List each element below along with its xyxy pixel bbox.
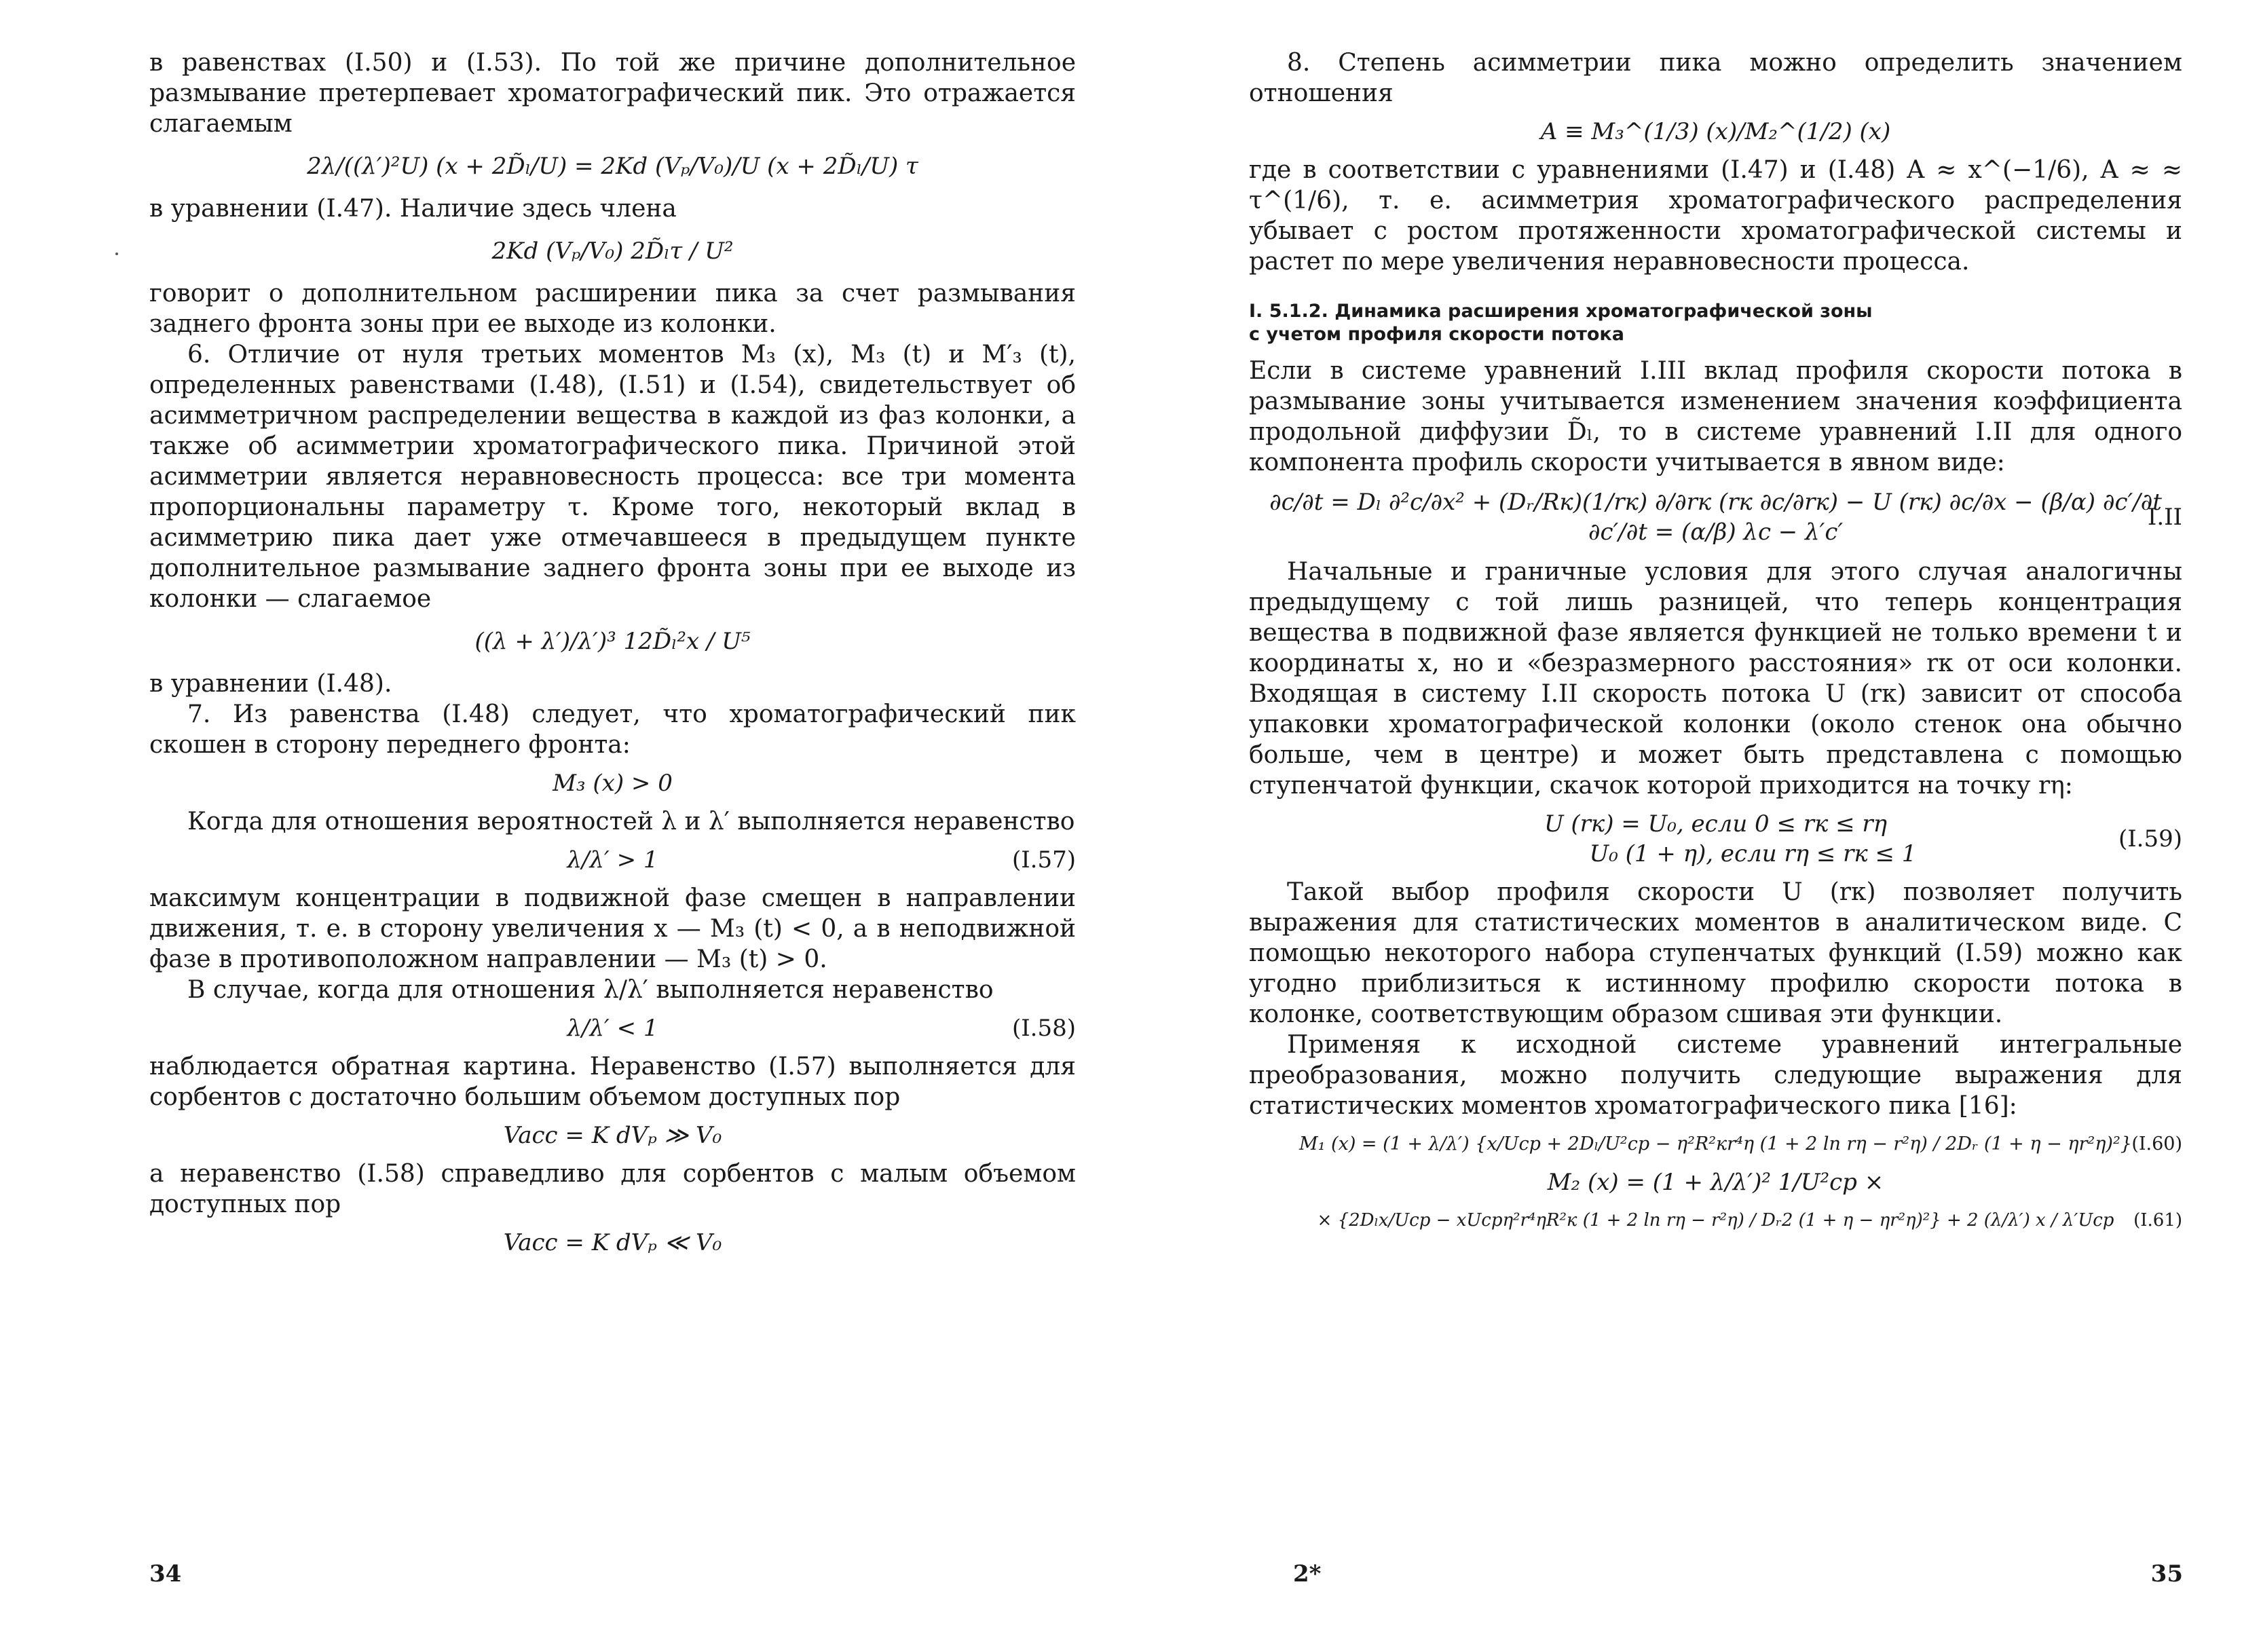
equation-number: (I.60)	[2131, 1133, 2182, 1154]
equation: M₂ (x) = (1 + λ/λ′)² 1/U²ср ×	[1547, 1169, 1884, 1196]
section-heading-line: I. 5.1.2. Динамика расширения хроматографической зоны	[1249, 301, 1873, 322]
paragraph: Если в системе уравнений I.III вклад профиля скорости потока в размывание зоны учитывается изменением значения коэффициента продольной диффузии D̃ₗ, то в системе уравнений I.II для одного компонента профиль скорости учитывается в явном виде:	[1249, 357, 2182, 476]
equation-numbered	[149, 1013, 1076, 1043]
equation-numbered	[1249, 1205, 2182, 1235]
paragraph: в уравнении (I.48).	[149, 670, 392, 698]
equation: 2λ/((λ′)²U) (x + 2D̃ₗ/U) = 2Kd (Vₚ/V₀)/U (x + 2D̃ₗ/U) τ	[307, 153, 918, 180]
equation-body: U₀ (1 + η), если rη ≤ rк ≤ 1	[1589, 840, 1917, 867]
paragraph: Такой выбор профиля скорости U (rк) позволяет получить выражения для статистических моментов в аналитическом виде. С помощью некоторого набора ступенчатых функций (I.59) можно как угодно приблизиться к истинному профилю скорости потока в колонке, соответствующим образом сшивая эти функции.	[1249, 878, 2182, 1028]
equation-piecewise	[1249, 809, 2182, 869]
equation-numbered	[149, 845, 1076, 875]
left-page	[0, 0, 1130, 1652]
equation-body: λ/λ′ < 1	[567, 1015, 658, 1042]
section-heading	[1249, 300, 2182, 346]
equation-number: (I.57)	[1011, 846, 1076, 874]
paragraph: 8. Степень асимметрии пика можно определить значением отношения	[1249, 49, 2182, 107]
equation-number: (I.58)	[1011, 1015, 1076, 1042]
paragraph: В случае, когда для отношения λ/λ′ выполняется неравенство	[187, 976, 994, 1004]
paragraph: в уравнении (I.47). Наличие здесь члена	[149, 195, 677, 223]
equation-system	[1249, 487, 2182, 547]
equation-body: ∂c/∂t = Dₗ ∂²c/∂x² + (Dᵣ/Rк)(1/rк) ∂/∂rк (rк ∂c/∂rк) − U (rк) ∂c/∂x − (β/α) ∂c′/∂t	[1269, 489, 2162, 516]
signature-mark: 2*	[1293, 1560, 1322, 1588]
paragraph: Когда для отношения вероятностей λ и λ′ выполняется неравенство	[187, 808, 1075, 836]
paragraph: говорит о дополнительном расширении пика за счет размывания заднего фронта зоны при ее выходе из колонки.	[149, 280, 1076, 338]
equation-number: I.II	[2147, 504, 2182, 531]
equation: Vacc = K dVₚ ≪ V₀	[503, 1229, 722, 1256]
page-number: 35	[2150, 1560, 2183, 1588]
equation-number: (I.59)	[2118, 825, 2182, 852]
section-heading-line: с учетом профиля скорости потока	[1249, 324, 1624, 345]
paragraph: наблюдается обратная картина. Неравенство (I.57) выполняется для сорбентов с достаточно большим объемом доступных пор	[149, 1053, 1076, 1111]
right-text-column	[1249, 48, 2182, 1243]
paragraph: в равенствах (I.50) и (I.53). По той же причине дополнительное размывание претерпевает хроматографический пик. Это отражается слагаемым	[149, 49, 1076, 138]
paragraph: 7. Из равенства (I.48) следует, что хроматографический пик скошен в сторону переднего фронта:	[149, 700, 1076, 759]
equation: M₃ (x) > 0	[553, 770, 673, 797]
left-text-column	[149, 48, 1076, 1266]
equation-body: M₁ (x) = (1 + λ/λ′) {x/Uср + 2Dₗ/U²ср − η²R²кr⁴η (1 + 2 ln rη − r²η) / 2Dᵣ (1 + η − ηr²η)²}	[1299, 1133, 2132, 1154]
paragraph: Применяя к исходной системе уравнений интегральные преобразования, можно получить следующие выражения для статистических моментов хроматографического пика [16]:	[1249, 1031, 2182, 1120]
equation-numbered	[1249, 1129, 2182, 1159]
print-speck	[115, 252, 118, 255]
paragraph: а неравенство (I.58) справедливо для сорбентов с малым объемом доступных пор	[149, 1160, 1076, 1218]
equation: 2Kd (Vₚ/V₀) 2D̃ₗτ / U²	[491, 238, 734, 265]
paragraph: максимум концентрации в подвижной фазе смещен в направлении движения, т. е. в сторону увеличения x — M₃ (t) < 0, а в неподвижной фазе в противоположном направлении — M₃ (t) > 0.	[149, 884, 1076, 973]
paragraph: Начальные и граничные условия для этого случая аналогичны предыдущему с той лишь разницей, что теперь концентрация вещества в подвижной фазе является функцией не только времени t и координаты x, но и «безразмерного расстояния» rк от оси колонки. Входящая в систему I.II скорость потока U (rк) зависит от способа упаковки хроматографической колонки (около стенок она обычно больше, чем в центре) и может быть представлена с помощью ступенчатой функции, скачок которой приходится на точку rη:	[1249, 558, 2182, 800]
equation: ((λ + λ′)/λ′)³ 12D̃ₗ²x / U⁵	[474, 628, 751, 655]
equation-number: (I.61)	[2133, 1210, 2182, 1231]
paragraph: 6. Отличие от нуля третьих моментов M₃ (x), M₃ (t) и M′₃ (t), определенных равенствами (I.48), (I.51) и (I.54), свидетельствует об асимметричном распределении вещества в каждой из фаз колонки, а также об асимметрии хроматографического пика. Причиной этой асимметрии является неравновесность процесса: все три момента пропорциональны параметру τ. Кроме того, некоторый вклад в асимметрию пика дает уже отмечавшееся в предыдущем пункте дополнительное размывание заднего фронта зоны при ее выходе из колонки — слагаемое	[149, 341, 1076, 613]
equation: Vacc = K dVₚ ≫ V₀	[503, 1122, 722, 1149]
page-number: 34	[149, 1560, 182, 1588]
equation-body: λ/λ′ > 1	[567, 846, 658, 874]
equation: A ≡ M₃^(1/3) (x)/M₂^(1/2) (x)	[1540, 118, 1891, 145]
equation-body: ∂c′/∂t = (α/β) λc − λ′c′	[1588, 519, 1844, 546]
right-page	[1130, 0, 2261, 1652]
equation-body: U (rк) = U₀, если 0 ≤ rк ≤ rη	[1544, 810, 1888, 838]
equation-body: × {2Dₗx/Uср − xUсрη²r⁴ηR²к (1 + 2 ln rη − r²η) / Dᵣ2 (1 + η − ηr²η)²} + 2 (λ/λ′) x / λ′Uср	[1317, 1210, 2114, 1231]
paragraph: где в соответствии с уравнениями (I.47) и (I.48) A ≈ x^(−1/6), A ≈ ≈ τ^(1/6), т. е. асимметрия хроматографического распределения убывает с ростом протяженности хроматографической системы и растет по мере увеличения неравновесности процесса.	[1249, 156, 2182, 276]
